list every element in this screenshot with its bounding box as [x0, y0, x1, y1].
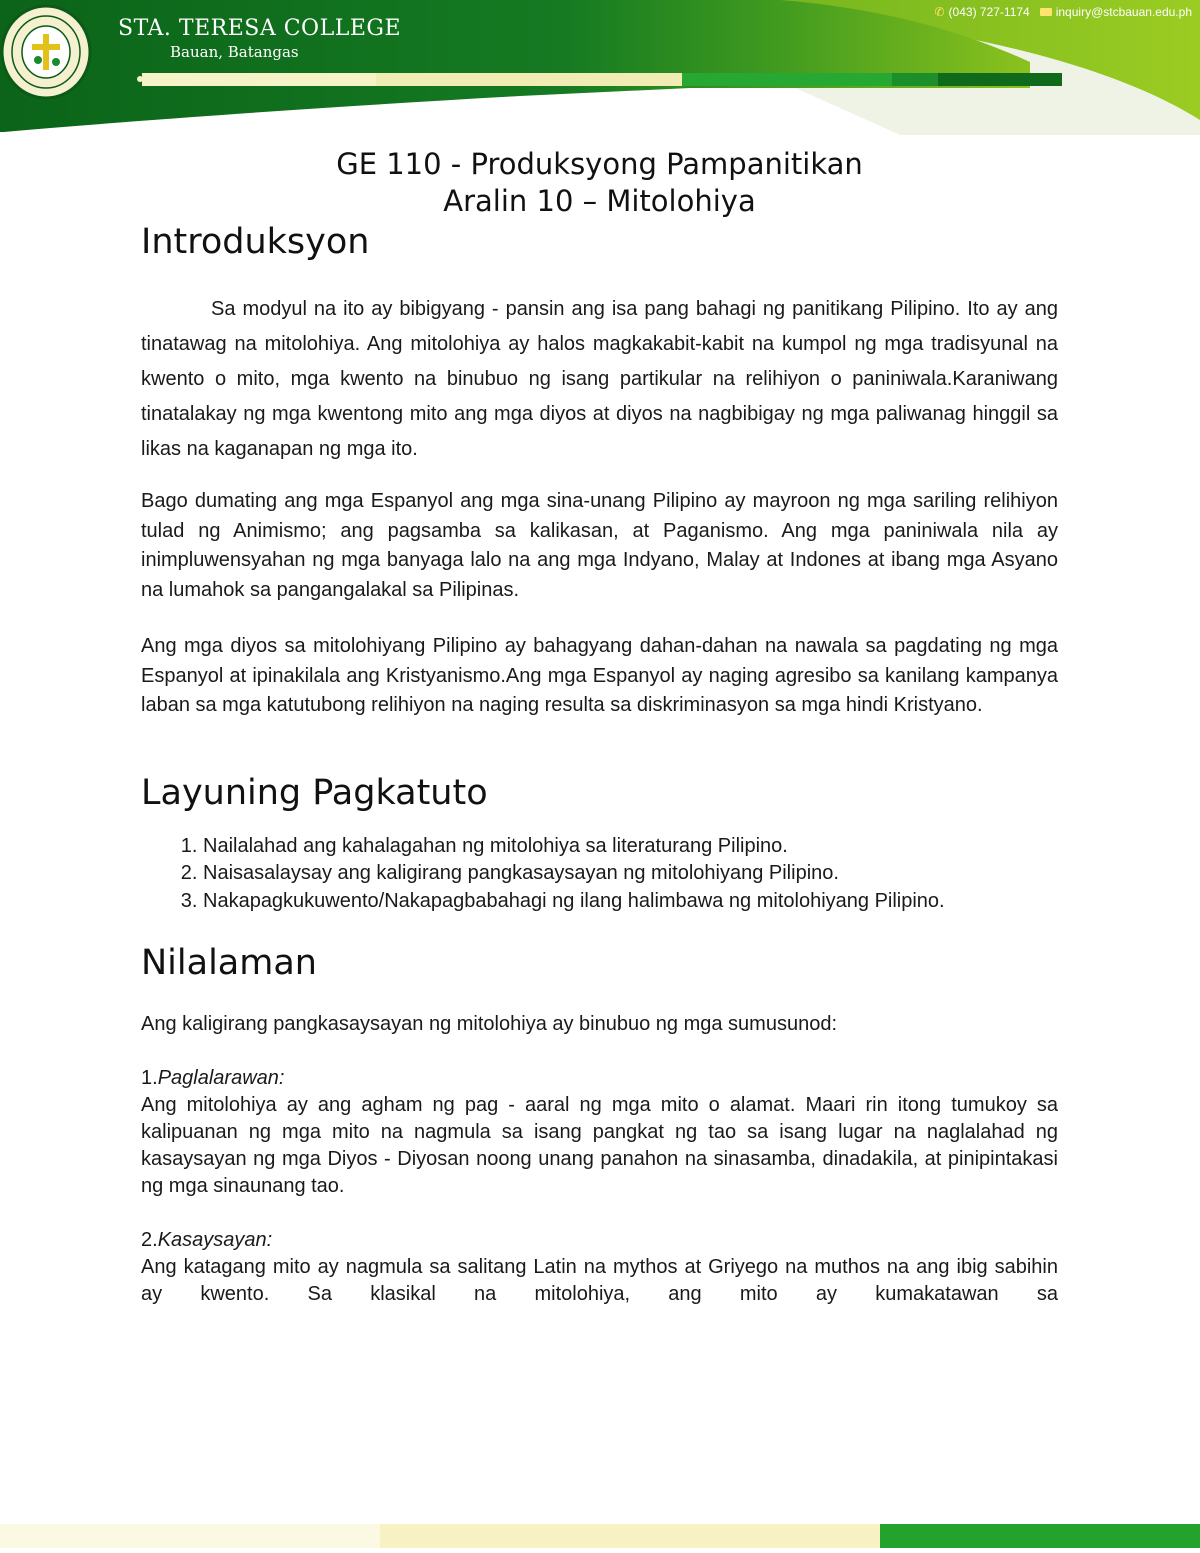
- section-paglalarawan: [141, 1065, 1058, 1200]
- lesson-title: Aralin 10 – Mitolohiya: [443, 184, 756, 218]
- list-item: 3. Nakapagkukuwento/Nakapagbabahagi ng ilang halimbawa ng mitolohiyang Pilipino.: [203, 888, 1058, 916]
- intro-paragraph-2: Bago dumating ang mga Espanyol ang mga sina-unang Pilipino ay mayroon ng mga sariling relihiyon tulad ng Animismo; ang pagsamba sa kalikasan, at Paganismo. Ang mga paniniwala nila ay inimpluwensyahan ng mga banyaga lalo na ang mga Indyano, Malay at Indones at ibang mga Asyano na lumahok sa pangangalakal sa Pilipinas.: [141, 490, 1058, 601]
- mail-icon: [1040, 8, 1052, 16]
- stripe-green-2: [892, 73, 938, 86]
- list-item: 1. Nailalahad ang kahalagahan ng mitolohiya sa literaturang Pilipino.: [203, 833, 1058, 861]
- school-seal-icon: [0, 0, 92, 100]
- stripe-cream-2: [376, 73, 682, 86]
- document-title: [141, 146, 1058, 220]
- section-label: 2.Kasaysayan:: [141, 1229, 273, 1251]
- email-address[interactable]: inquiry@stcbauan.edu.ph: [1055, 5, 1192, 19]
- course-title: GE 110 - Produksyong Pampanitikan: [336, 147, 863, 181]
- objectives-list: [141, 833, 1058, 916]
- college-town: Bauan, Batangas: [170, 43, 299, 61]
- section-kasaysayan: [141, 1227, 1058, 1308]
- college-name: STA. TERESA COLLEGE: [118, 16, 402, 41]
- nilalaman-intro: Ang kaligirang pangkasaysayan ng mitolohiya ay binubuo ng mga sumusunod:: [141, 1013, 838, 1035]
- heading-nilalaman: Nilalaman: [141, 943, 317, 983]
- intro-paragraph-3: Ang mga diyos sa mitolohiyang Pilipino ay bahagyang dahan-dahan na nawala sa pagdating ng mga Espanyol at ipinakilala ang Kristyanismo.Ang mga Espanyol ay naging agresibo sa kanilang kampanya laban sa mga katutubong relihiyon na naging resulta sa diskriminasyon sa mga hindi Kristyano.: [141, 635, 1058, 716]
- heading-introduksyon: Introduksyon: [141, 222, 370, 262]
- footer-stripe-green: [880, 1524, 1200, 1548]
- section-body: Ang katagang mito ay nagmula sa salitang Latin na mythos at Griyego na muthos na ang ibig sabihin ay kwento. Sa klasikal na mitolohiya, ang mito ay kumakatawan sa: [141, 1256, 1058, 1305]
- section-body: Ang mitolohiya ay ang agham ng pag - aaral ng mga mito o alamat. Maari rin itong tumukoy sa kalipuanan ng mga mito na nagmula sa isang pangkat ng tao sa isang lugar na naglalahad ng kasaysayan ng mga Diyos - Diyosan noong unang panahon na sinasamba, dinadakila, at pinipintakasi ng mga sinaunang tao.: [141, 1094, 1058, 1197]
- phone-icon: ✆: [934, 5, 945, 19]
- section-label: 1.Paglalarawan:: [141, 1067, 285, 1089]
- stripe-dark-green: [938, 73, 1062, 86]
- stripe-green-1: [682, 73, 892, 86]
- list-item: 2. Naisasalaysay ang kaligirang pangkasaysayan ng mitolohiyang Pilipino.: [203, 860, 1058, 888]
- document-body: [141, 146, 1058, 1308]
- heading-layunin: Layuning Pagkatuto: [141, 772, 488, 813]
- letterhead-banner: [0, 0, 1200, 140]
- intro-paragraph-1: Sa modyul na ito ay bibigyang - pansin ang isa pang bahagi ng panitikang Pilipino. Ito ay ang tinatawag na mitolohiya. Ang mitolohiya ay halos magkakabit-kabit na kumpol ng mga tradisyunal na kwento o mito, mga kwento na binubuo ng isang partikular na relihiyon o paniniwala.Karaniwang tinatalakay ng mga kwentong mito ang mga diyos at diyos na nagbibigay ng mga paliwanag hinggil sa likas na kaganapan ng mga ito.: [141, 298, 1058, 460]
- phone-number: (043) 727-1174: [948, 5, 1030, 19]
- stripe-cream-1: [142, 73, 376, 86]
- footer-stripe: [0, 1524, 1200, 1548]
- footer-stripe-cream: [380, 1524, 880, 1548]
- footer-stripe-cream-light: [0, 1524, 380, 1548]
- contact-info: [934, 5, 1192, 19]
